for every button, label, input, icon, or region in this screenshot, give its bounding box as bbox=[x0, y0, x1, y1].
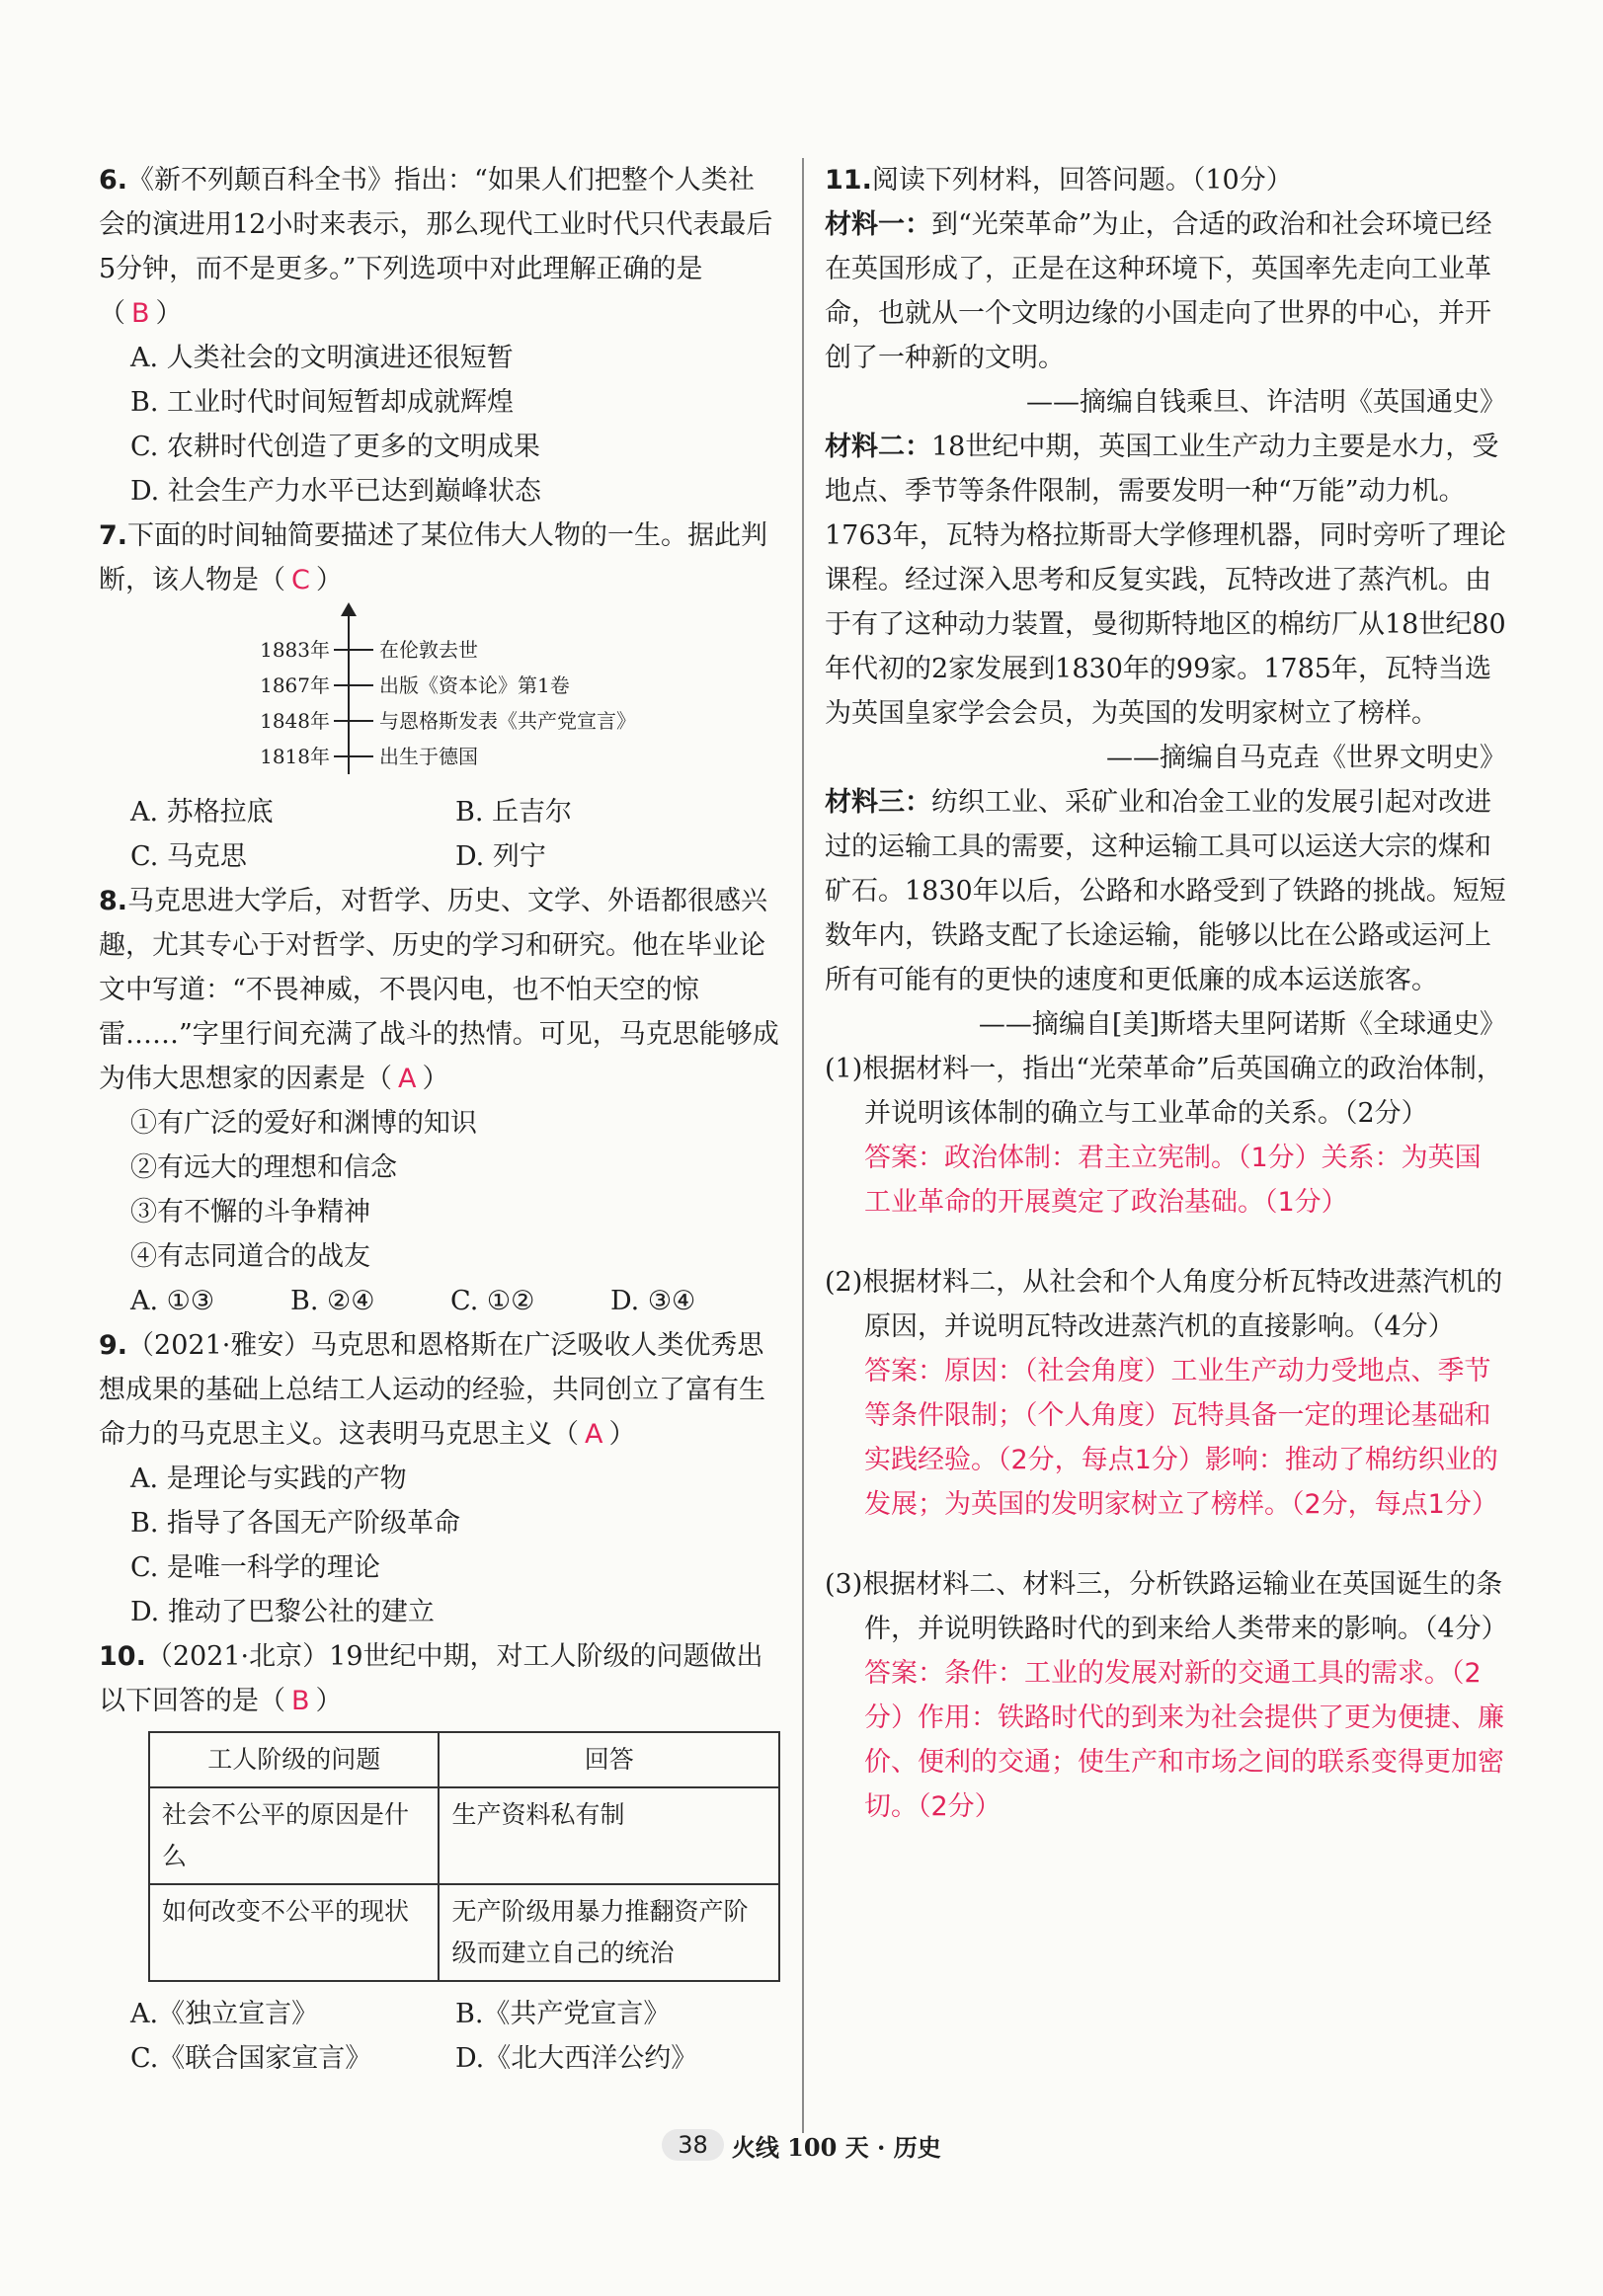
timeline-entry bbox=[249, 709, 636, 733]
timeline-year: 1883年 bbox=[260, 638, 330, 662]
timeline bbox=[99, 608, 780, 786]
question-11 bbox=[825, 158, 1506, 1829]
question-text: 下面的时间轴简要描述了某位伟大人物的一生。据此判断，该人物是（ bbox=[99, 520, 768, 595]
answer-mark: A bbox=[398, 1064, 417, 1094]
option: C.《联合国家宣言》 bbox=[130, 2043, 372, 2074]
table-cell: 无产阶级用暴力推翻资产阶级而建立自己的统治 bbox=[439, 1884, 779, 1981]
sub-question: (1)根据材料一，指出“光荣革命”后英国确立的政治体制，并说明该体制的确立与工业革命的关系。（2分） bbox=[825, 1054, 1503, 1129]
option: D. 社会生产力水平已达到巅峰状态 bbox=[130, 476, 541, 507]
page-footer bbox=[0, 2120, 1603, 2170]
question-number: 9. bbox=[99, 1330, 128, 1361]
option: C. ①② bbox=[450, 1286, 535, 1316]
answer-mark: C bbox=[291, 565, 310, 595]
table-row bbox=[149, 1787, 779, 1884]
question-9 bbox=[99, 1323, 780, 1634]
sub-answer: 答案：原因：（社会角度）工业生产动力受地点、季节等条件限制；（个人角度）瓦特具备一定的理论基础和实践经验。（2分，每点1分）影响：推动了棉纺织业的发展；为英国的发明家树立了榜样。（2分，每点1分） bbox=[864, 1356, 1498, 1520]
timeline-tick bbox=[334, 684, 373, 686]
table-header-row bbox=[149, 1732, 779, 1787]
statement: ①有广泛的爱好和渊博的知识 bbox=[130, 1108, 477, 1139]
paren-close: ） bbox=[315, 1686, 343, 1716]
sub-question: (2)根据材料二，从社会和个人角度分析瓦特改进蒸汽机的原因，并说明瓦特改进蒸汽机的直接影响。（4分） bbox=[825, 1267, 1503, 1342]
material-text: 18世纪中期，英国工业生产动力主要是水力，受地点、季节等条件限制，需要发明一种“万能”动力机。1763年，瓦特为格拉斯哥大学修理机器，同时旁听了理论课程。经过深入思考和反复实践，瓦特改进了蒸汽机。由于有了这种动力装置，曼彻斯特地区的棉纺厂从18世纪80年代初的2家发展到1830年的99家。1785年，瓦特当选为英国皇家学会会员，为英国的发明家树立了榜样。 bbox=[825, 432, 1506, 729]
timeline-event: 与恩格斯发表《共产党宣言》 bbox=[379, 709, 636, 733]
option: B. 丘吉尔 bbox=[455, 797, 573, 828]
statement: ③有不懈的斗争精神 bbox=[130, 1197, 370, 1227]
timeline-year: 1848年 bbox=[260, 709, 330, 733]
question-number: 6. bbox=[99, 165, 128, 196]
option: C. 马克思 bbox=[130, 841, 247, 872]
sub-answer: 答案：条件：工业的发展对新的交通工具的需求。（2分）作用：铁路时代的到来为社会提供了更为便捷、廉价、便利的交通；使生产和市场之间的联系变得更加密切。（2分） bbox=[864, 1658, 1504, 1822]
timeline-event: 出版《资本论》第1卷 bbox=[379, 673, 570, 697]
material-3 bbox=[825, 780, 1506, 1002]
timeline-year: 1818年 bbox=[260, 745, 330, 768]
option: A. 是理论与实践的产物 bbox=[130, 1464, 407, 1494]
question-7 bbox=[99, 514, 780, 879]
question-10 bbox=[99, 1634, 780, 2081]
option: C. 农耕时代创造了更多的文明成果 bbox=[130, 432, 540, 462]
question-text: 《新不列颠百科全书》指出：“如果人们把整个人类社会的演进用12小时来表示，那么现代工业时代只代表最后5分钟，而不是更多。”下列选项中对此理解正确的是（ bbox=[99, 165, 773, 329]
timeline-tick bbox=[334, 649, 373, 651]
column-divider bbox=[802, 158, 804, 2133]
sub-answer: 答案：政治体制：君主立宪制。（1分）关系：为英国工业革命的开展奠定了政治基础。（1分） bbox=[864, 1143, 1482, 1218]
book-title: 火线 100 天 · 历史 bbox=[731, 2132, 941, 2162]
question-number: 8. bbox=[99, 886, 128, 916]
timeline-event: 在伦敦去世 bbox=[379, 638, 478, 662]
question-text: （2021·北京）19世纪中期，对工人阶级的问题做出以下回答的是（ bbox=[99, 1641, 763, 1716]
page-number: 38 bbox=[662, 2129, 724, 2161]
statement: ④有志同道合的战友 bbox=[130, 1241, 370, 1272]
table-cell: 如何改变不公平的现状 bbox=[149, 1884, 439, 1981]
statement: ②有远大的理想和信念 bbox=[130, 1152, 397, 1183]
question-number: 7. bbox=[99, 520, 128, 551]
timeline-tick bbox=[334, 720, 373, 722]
material-source: ——摘编自钱乘旦、许洁明《英国通史》 bbox=[1026, 387, 1506, 418]
option: B. ②④ bbox=[290, 1286, 375, 1316]
material-label: 材料三： bbox=[825, 787, 931, 818]
option: D. ③④ bbox=[610, 1286, 696, 1316]
timeline-entry bbox=[249, 745, 478, 768]
material-text: 纺织工业、采矿业和冶金工业的发展引起对改进过的运输工具的需要，这种运输工具可以运送大宗的煤和矿石。1830年以后，公路和水路受到了铁路的挑战。短短数年内，铁路支配了长途运输，能够以比在公路或运河上所有可能有的更快的速度和更低廉的成本运送旅客。 bbox=[825, 787, 1506, 995]
sub-question: (3)根据材料二、材料三，分析铁路运输业在英国诞生的条件，并说明铁路时代的到来给人类带来的影响。（4分） bbox=[825, 1569, 1508, 1644]
option: A. 人类社会的文明演进还很短暂 bbox=[130, 343, 514, 373]
option: D.《北大西洋公约》 bbox=[455, 2043, 698, 2074]
question-intro: 阅读下列材料，回答问题。（10分） bbox=[871, 165, 1293, 196]
option: A.《独立宣言》 bbox=[130, 1999, 319, 2029]
timeline-entry bbox=[249, 638, 478, 662]
option: C. 是唯一科学的理论 bbox=[130, 1552, 380, 1583]
table-cell: 生产资料私有制 bbox=[439, 1787, 779, 1884]
material-source: ——摘编自[美]斯塔夫里阿诺斯《全球通史》 bbox=[978, 1009, 1506, 1040]
material-text: 到“光荣革命”为止，合适的政治和社会环境已经在英国形成了，正是在这种环境下，英国率先走向工业革命，也就从一个文明边缘的小国走向了世界的中心，并开创了一种新的文明。 bbox=[825, 209, 1492, 373]
timeline-tick bbox=[334, 755, 373, 757]
paren-close: ） bbox=[422, 1064, 449, 1094]
question-8 bbox=[99, 879, 780, 1323]
material-label: 材料一： bbox=[825, 209, 931, 240]
paren-close: ） bbox=[608, 1419, 636, 1450]
table-cell: 社会不公平的原因是什么 bbox=[149, 1787, 439, 1884]
material-1 bbox=[825, 202, 1506, 380]
question-6 bbox=[99, 158, 780, 514]
material-2 bbox=[825, 425, 1506, 736]
option: B. 指导了各国无产阶级革命 bbox=[130, 1508, 461, 1539]
option: B.《共产党宣言》 bbox=[455, 1999, 671, 2029]
table-row bbox=[149, 1884, 779, 1981]
timeline-year: 1867年 bbox=[260, 673, 330, 697]
answer-mark: A bbox=[585, 1419, 603, 1450]
answer-mark: B bbox=[291, 1686, 310, 1716]
question-number: 10. bbox=[99, 1641, 146, 1672]
question-text: 马克思进大学后，对哲学、历史、文学、外语都很感兴趣，尤其专心于对哲学、历史的学习和研究。他在毕业论文中写道：“不畏神威，不畏闪电，也不怕天空的惊雷……”字里行间充满了战斗的热情。可见，马克思能够成为伟大思想家的因素是（ bbox=[99, 886, 779, 1094]
option: B. 工业时代时间短暂却成就辉煌 bbox=[130, 387, 515, 418]
left-column bbox=[99, 158, 780, 2081]
table-header: 回答 bbox=[439, 1732, 779, 1787]
material-label: 材料二： bbox=[825, 432, 931, 462]
timeline-event: 出生于德国 bbox=[379, 745, 478, 768]
right-column bbox=[825, 158, 1506, 1864]
option: D. 列宁 bbox=[455, 841, 546, 872]
option: D. 推动了巴黎公社的建立 bbox=[130, 1597, 435, 1627]
question-table bbox=[148, 1731, 780, 1982]
material-source: ——摘编自马克垚《世界文明史》 bbox=[1106, 743, 1506, 773]
question-number: 11. bbox=[825, 165, 872, 196]
option: A. 苏格拉底 bbox=[130, 797, 274, 828]
answer-mark: B bbox=[131, 298, 150, 329]
option: A. ①③ bbox=[130, 1286, 215, 1316]
table-header: 工人阶级的问题 bbox=[149, 1732, 439, 1787]
paren-close: ） bbox=[315, 565, 343, 595]
question-text: （2021·雅安）马克思和恩格斯在广泛吸收人类优秀思想成果的基础上总结工人运动的经验，共同创立了富有生命力的马克思主义。这表明马克思主义（ bbox=[99, 1330, 765, 1450]
timeline-entry bbox=[249, 673, 570, 697]
paren-close: ） bbox=[155, 298, 183, 329]
